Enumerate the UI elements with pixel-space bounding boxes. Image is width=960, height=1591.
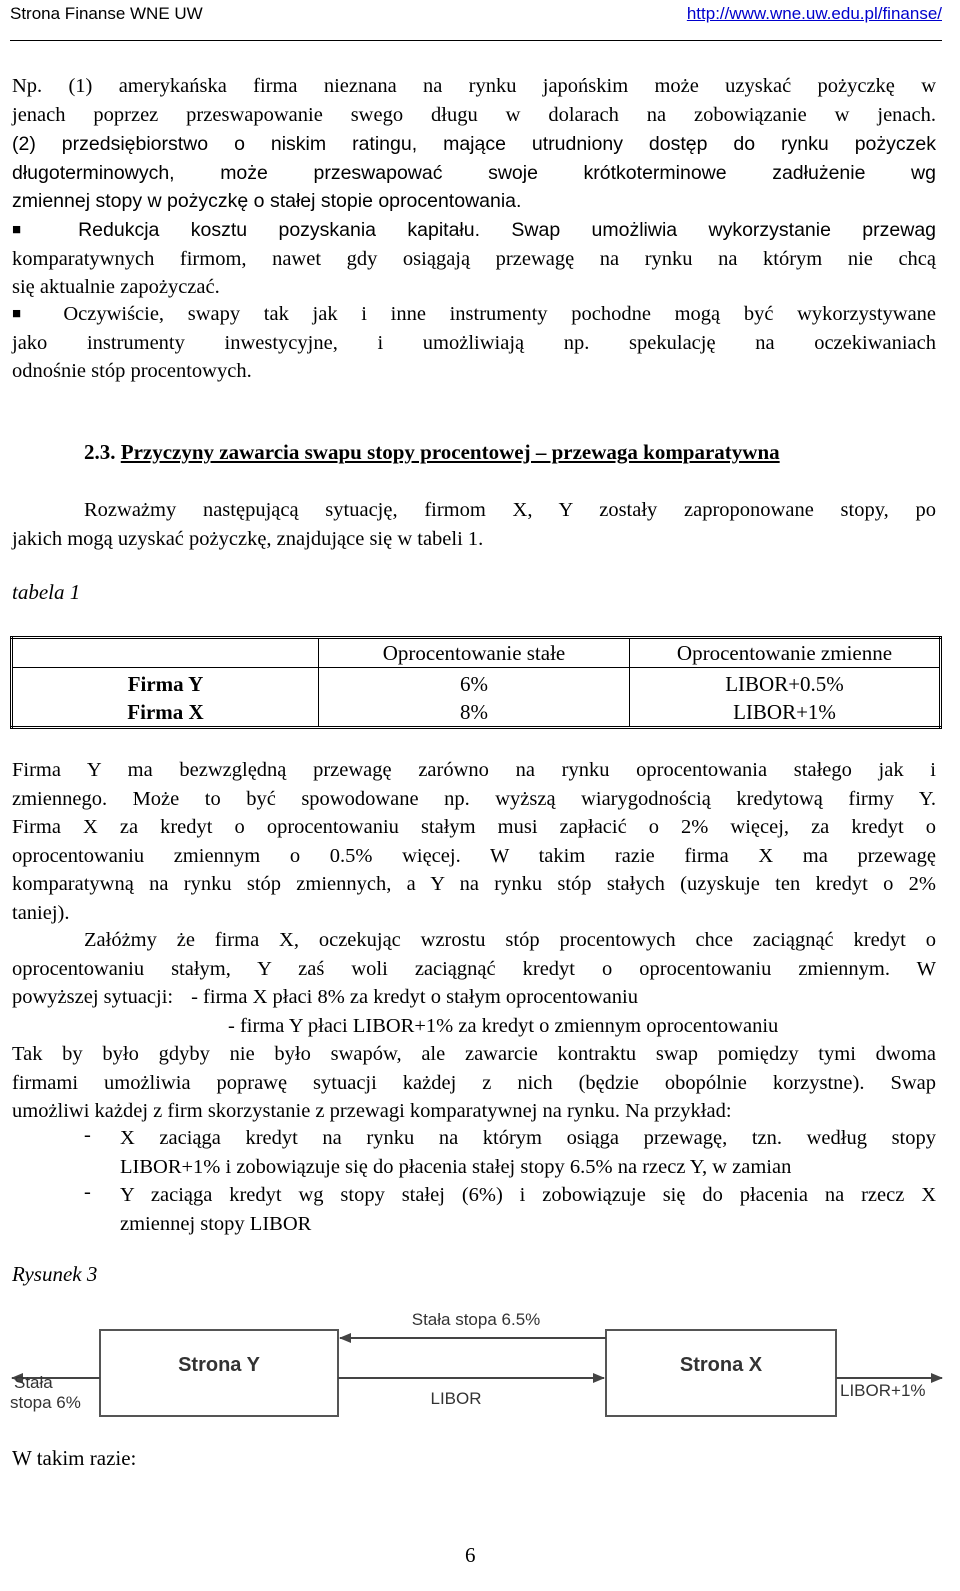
situation-line [12, 983, 936, 1012]
swap-paragraph [12, 1040, 936, 1126]
text-line: Oczywiście, swapy tak jak i inne instrumenty pochodne mogą być wykorzystywane [63, 303, 937, 325]
text-line: Redukcja kosztu pozyskania kapitału. Swap umożliwia wykorzystanie przewag [78, 219, 937, 241]
text-line: Rozważmy następującą sytuację, firmom X, Y zostały zaproponowane stopy, po [84, 499, 936, 521]
text-line: Tak by było gdyby nie było swapów, ale zawarcie kontraktu swap pomiędzy tymi dwoma [12, 1043, 936, 1065]
text-line: jako instrumenty inwestycyjne, i umożliwiają np. spekulację na oczekiwaniach [12, 331, 936, 354]
header-url-link[interactable]: http://www.wne.uw.edu.pl/finanse/ [686, 4, 942, 23]
table-cell: LIBOR+0.5% [630, 668, 941, 699]
swap-diagram [8, 1300, 948, 1430]
left-label-line2: stopa 6% [10, 1393, 81, 1412]
section-number: 2.3. [84, 440, 116, 464]
section-heading [84, 440, 780, 465]
text-line: (2) przedsiębiorstwo o niskim ratingu, mające utrudniony dostęp do rynku pożyczek [12, 133, 936, 155]
text-line: zmiennego. Może to być spowodowane np. wyższą wiarygodnością kredytową firmy Y. [12, 787, 936, 810]
right-label: LIBOR+1% [840, 1381, 926, 1400]
table-header-row [12, 638, 941, 668]
text-line: komparatywnych firmom, nawet gdy osiągają przewagę na rynku na którym nie chcą [12, 247, 936, 270]
section-title: Przyczyny zawarcia swapu stopy procentowej – przewaga komparatywna [120, 440, 780, 464]
text-line: taniej). [12, 901, 70, 924]
text-line: odnośnie stóp procentowych. [12, 360, 252, 383]
dash-item-1 [120, 1124, 936, 1181]
text-line: komparatywną na rynku stóp zmiennych, a Y na rynku stóp stałych (uzyskuje ten kredyt o 2% [12, 873, 936, 896]
situation-label: powyższej sytuacji: [12, 986, 174, 1009]
dash-marker: - [84, 1181, 91, 1203]
situation-item: - firma X płaci 8% za kredyt o stałym oprocentowaniu [191, 986, 638, 1009]
table-header-cell: Oprocentowanie zmienne [630, 638, 941, 668]
text-line: oprocentowaniu stałym, Y zaś woli zaciągnąć kredyt o oprocentowaniu zmiennym. W [12, 957, 936, 980]
table-caption: tabela 1 [12, 580, 81, 604]
left-label-line1: Stała [14, 1373, 53, 1392]
assume-paragraph [12, 926, 936, 1040]
dash-marker: - [84, 1124, 91, 1146]
table-row [12, 668, 941, 699]
text-line: umożliwi każdej z firm skorzystanie z przewagi komparatywnej na rynku. Na przykład: [12, 1100, 732, 1123]
bullet-square-icon: ■ [12, 306, 40, 322]
text-line: zmiennej stopy LIBOR [120, 1212, 312, 1235]
text-line: się aktualnie zapożyczać. [12, 276, 220, 299]
situation-item: - firma Y płaci LIBOR+1% za kredyt o zmiennym oprocentowaniu [228, 1014, 779, 1037]
figure-caption: Rysunek 3 [12, 1262, 98, 1286]
page-number: 6 [465, 1543, 476, 1567]
top-arrow-label: Stała stopa 6.5% [411, 1310, 541, 1329]
bottom-arrow-label: LIBOR [430, 1389, 482, 1408]
text-line: Załóżmy że firma X, oczekując wzrostu stóp procentowych chce zaciągnąć kredyt o [84, 929, 936, 951]
text-line: zmiennej stopy w pożyczkę o stałej stopie oprocentowania. [12, 190, 522, 213]
table-cell: 6% [319, 668, 630, 699]
bullet-square-icon: ■ [12, 222, 48, 238]
header-divider [10, 40, 942, 41]
table-header-cell: Oprocentowanie stałe [319, 638, 630, 668]
intro-paragraph [12, 72, 936, 129]
box-x-label: Strona X [679, 1354, 763, 1376]
table-header-cell [12, 638, 319, 668]
text-line: firmami umożliwia poprawę sytuacji każdej z nich (będzie obopólnie korzystne). Swap [12, 1071, 936, 1094]
consider-paragraph [12, 496, 936, 553]
closing-text: W takim razie: [12, 1446, 137, 1470]
text-line: jakich mogą uzyskać pożyczkę, znajdujące się w tabeli 1. [12, 527, 484, 550]
text-line: Firma X za kredyt o oprocentowaniu stałym musi zapłacić o 2% więcej, za kredyt o [12, 816, 936, 839]
bullet-paragraph-1 [12, 216, 936, 302]
rates-table [10, 636, 942, 729]
text-line: X zaciąga kredyt na rynku na którym osiąga przewagę, tzn. według stopy [120, 1127, 936, 1149]
table-cell: Firma Y [12, 668, 319, 699]
table-cell: 8% [319, 698, 630, 728]
text-line: Y zaciąga kredyt wg stopy stałej (6%) i zobowiązuje się do płacenia na rzecz X [120, 1184, 936, 1206]
text-line: Firma Y ma bezwzględną przewagę zarówno na rynku oprocentowania stałego jak i [12, 759, 936, 781]
analysis-paragraph [12, 756, 936, 928]
dash-item-2 [120, 1181, 936, 1238]
table-cell: Firma X [12, 698, 319, 728]
bullet-paragraph-2 [12, 300, 936, 386]
text-line: oprocentowaniu zmiennym o 0.5% więcej. W takim razie firma X ma przewagę [12, 844, 936, 867]
table-cell: LIBOR+1% [630, 698, 941, 728]
text-line: długoterminowych, może przeswapować swoje krótkoterminowe zadłużenie wg [12, 161, 936, 184]
text-line: Np. (1) amerykańska firma nieznana na rynku japońskim może uzyskać pożyczkę w [12, 75, 936, 97]
text-line: LIBOR+1% i zobowiązuje się do płacenia stałej stopy 6.5% na rzecz Y, w zamian [120, 1155, 792, 1178]
box-y-label: Strona Y [178, 1354, 260, 1376]
table-row [12, 698, 941, 728]
header-title: Strona Finanse WNE UW [10, 4, 203, 23]
intro-paragraph-2 [12, 130, 936, 216]
text-line: jenach poprzez przeswapowanie swego długu w dolarach na zobowiązanie w jenach. [12, 103, 936, 126]
